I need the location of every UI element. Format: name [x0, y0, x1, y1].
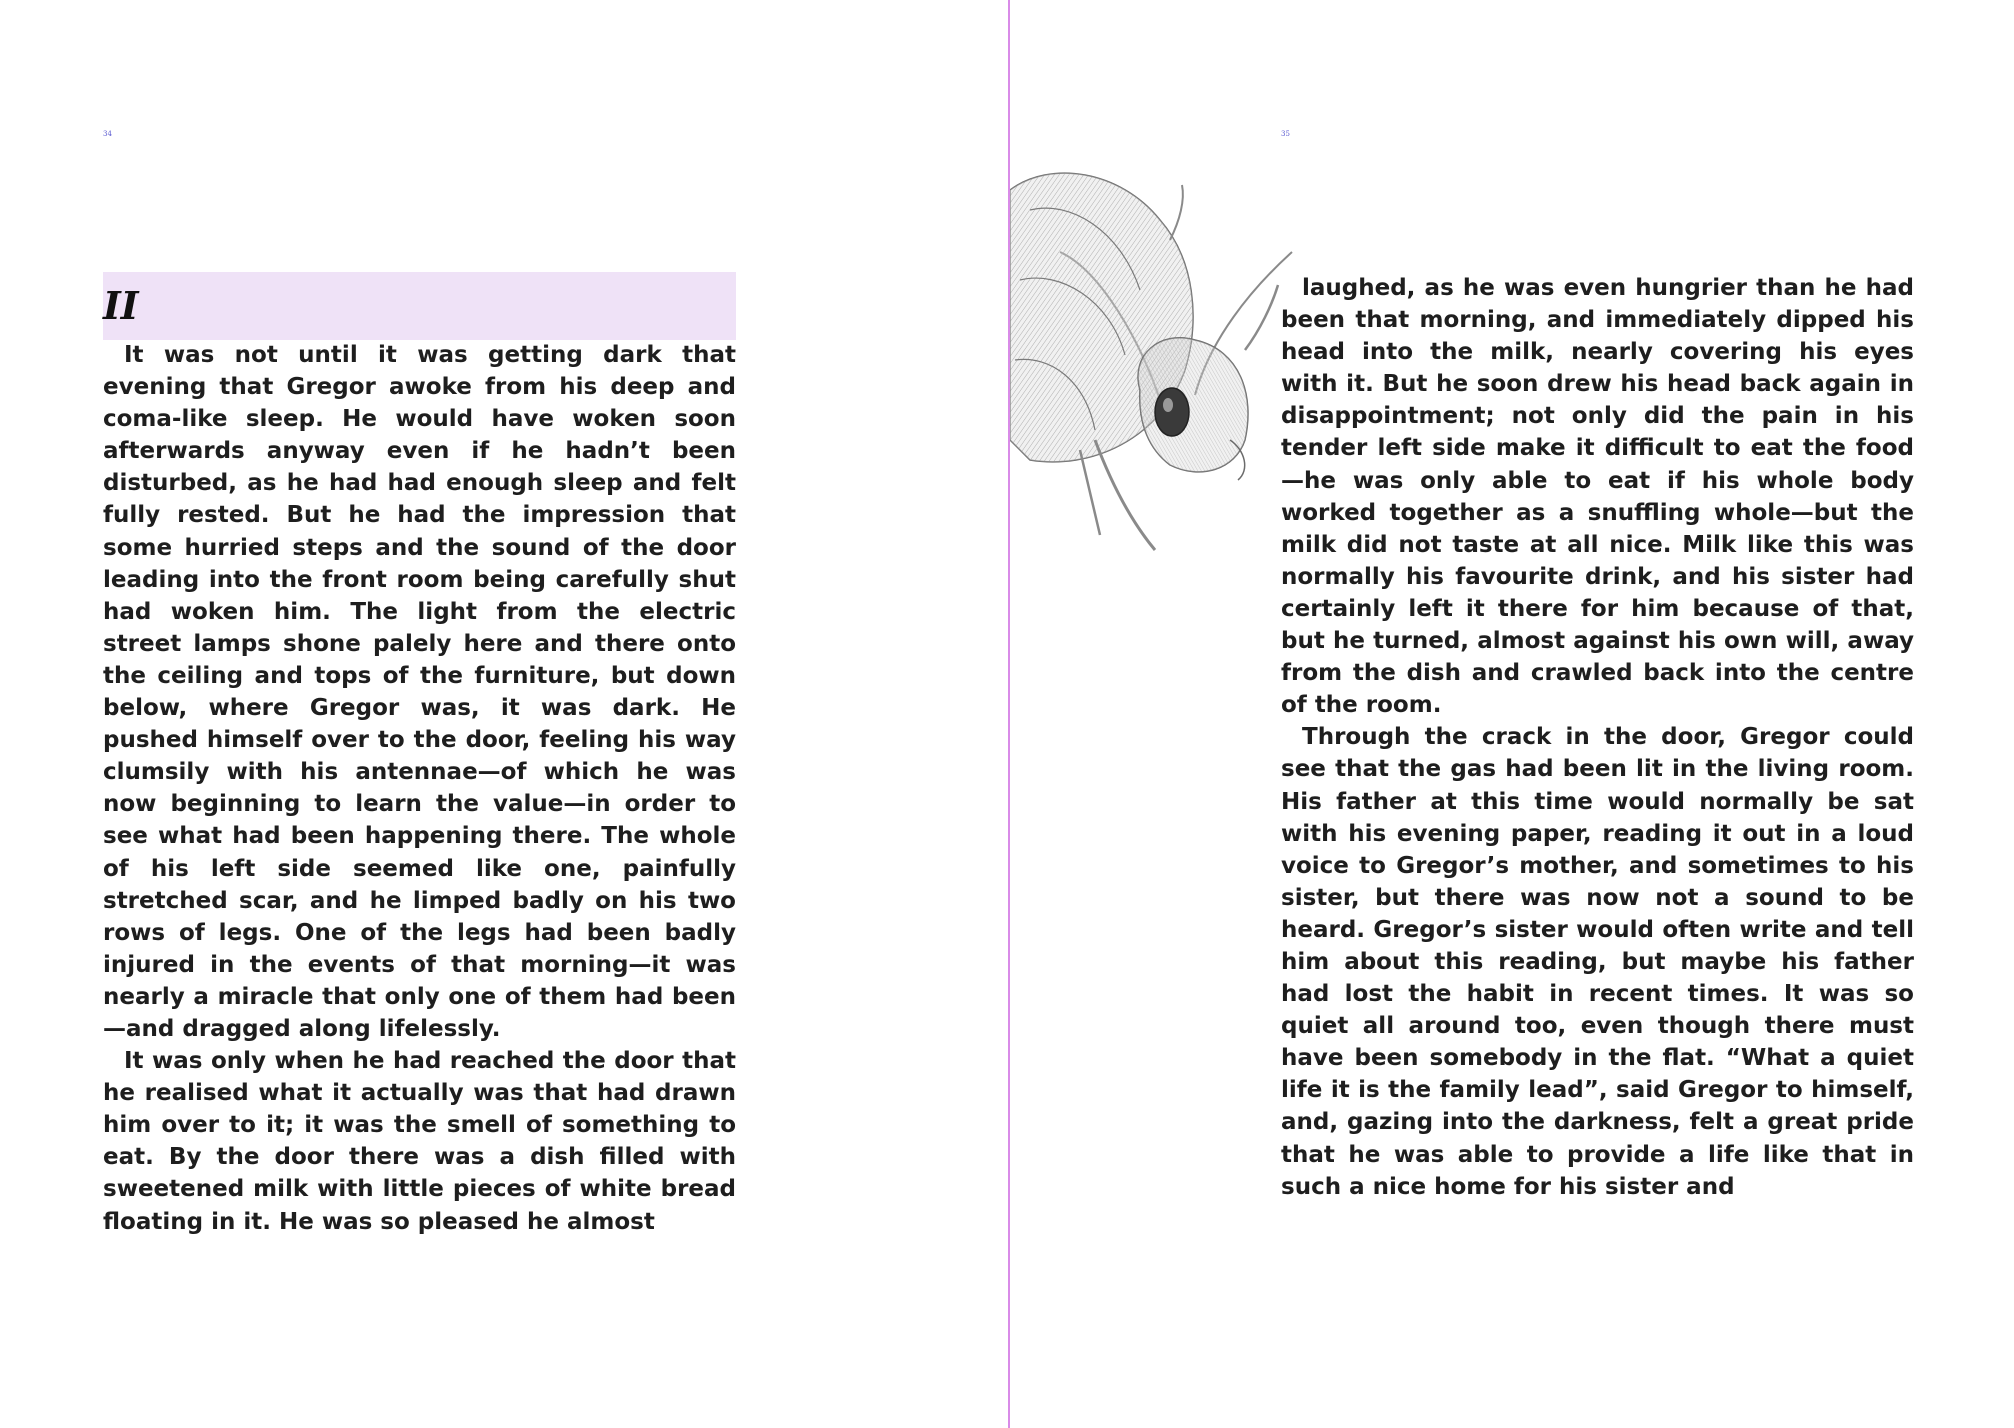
left-paragraph-1: It was not until it was getting dark that evening that Gregor awoke from his deep and coma-like sleep. He would have woken soon afterwards anyway even if he hadn’t been disturbed, as he had had enough sleep and felt fully rested. But he had the impression that some hurried steps and the sound of the door leading into the front room being carefully shut had woken him. The light from the electric street lamps shone palely here and there onto the ceiling and tops of the furniture, but down below, where Gregor was, it was dark. He pushed himself over to the door, feeling his way clumsily with his antennae—of which he was now beginning to learn the value—in order to see what had been happening there. The whole of his left side seemed like one, painfully stretched scar, and he limped badly on his two rows of legs. One of the legs had been badly injured in the events of that morning—it was nearly a miracle that only one of them had been—and dragged along lifelessly.	[103, 342, 736, 1042]
left-page-number: 34	[103, 130, 112, 138]
right-page-number: 35	[1281, 130, 1290, 138]
right-paragraph-1: laughed, as he was even hungrier than he had been that morning, and immediately dipped his head into the milk, nearly covering his eyes with it. But he soon drew his head back again in disappointment; not only did the pain in his tender left side make it difficult to eat the food—he was only able to eat if his whole body worked together as a snuffling whole—but the milk did not taste at all nice. Milk like this was normally his favourite drink, and his sister had certainly left it there for him because of that, but he turned, almost against his own will, away from the dish and crawled back into the centre of the room.	[1281, 275, 1914, 719]
left-page-text	[103, 339, 736, 1238]
right-paragraph-2: Through the crack in the door, Gregor could see that the gas had been lit in the living room. His father at this time would normally be sat with his evening paper, reading it out in a loud voice to Gregor’s mother, and sometimes to his sister, but there was now not a sound to be heard. Gregor’s sister would often write and tell him about this reading, but maybe his father had lost the habit in recent times. It was so quiet all around too, even though there must have been somebody in the flat. “What a quiet life it is the family lead”, said Gregor to himself, and, gazing into the darkness, felt a great pride that he was able to provide a life like that in such a nice home for his sister and	[1281, 724, 1914, 1200]
chapter-heading: II	[103, 283, 139, 328]
left-paragraph-2: It was only when he had reached the door that he realised what it actually was that had drawn him over to it; it was the smell of something to eat. By the door there was a dish filled with sweetened milk with little pieces of white bread floating in it. He was so pleased he almost	[103, 1048, 736, 1235]
chapter-heading-band	[103, 272, 736, 340]
right-page-text	[1281, 272, 1914, 1203]
